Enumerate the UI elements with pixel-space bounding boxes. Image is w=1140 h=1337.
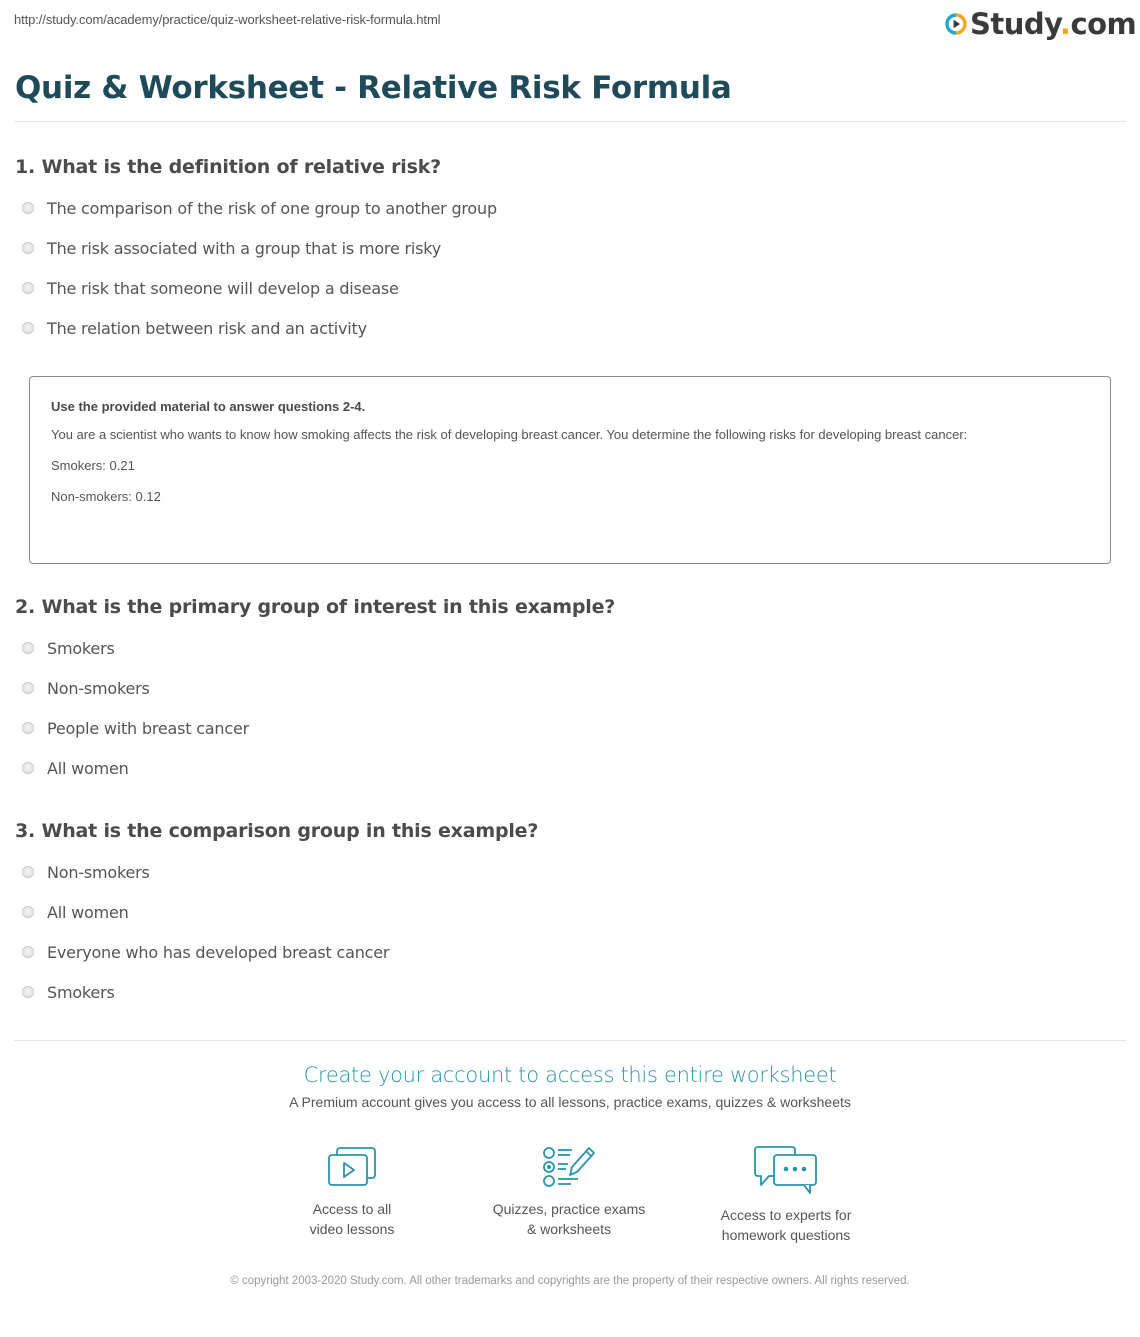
answer-option[interactable]: [22, 972, 389, 1012]
radio-button[interactable]: [22, 722, 34, 734]
answer-option[interactable]: [22, 932, 389, 972]
option-label: Smokers: [47, 982, 115, 1002]
radio-button[interactable]: [22, 642, 34, 654]
page-title: Quiz & Worksheet - Relative Risk Formula: [15, 70, 732, 106]
cta-divider: [14, 1040, 1126, 1041]
answer-option[interactable]: [22, 708, 249, 748]
radio-button[interactable]: [22, 946, 34, 958]
question-1-options: [22, 188, 497, 348]
radio-button[interactable]: [22, 866, 34, 878]
option-label: All women: [47, 758, 129, 778]
radio-button[interactable]: [22, 986, 34, 998]
feature-experts: [676, 1145, 896, 1245]
radio-button[interactable]: [22, 242, 34, 254]
study-logo[interactable]: [945, 8, 1136, 40]
answer-option[interactable]: [22, 308, 497, 348]
option-label: The risk associated with a group that is more risky: [47, 238, 442, 258]
answer-option[interactable]: [22, 228, 497, 268]
answer-option[interactable]: [22, 188, 497, 228]
option-label: The relation between risk and an activity: [47, 318, 367, 338]
chat-experts-icon: [754, 1145, 818, 1195]
page-url: http://study.com/academy/practice/quiz-worksheet-relative-risk-formula.html: [14, 12, 441, 27]
quiz-checklist-icon: [541, 1145, 597, 1189]
question-2: 2. What is the primary group of interest in this example?: [15, 596, 616, 618]
answer-option[interactable]: [22, 268, 497, 308]
study-play-logo-icon: [945, 13, 967, 35]
option-label: The risk that someone will develop a disease: [47, 278, 399, 298]
material-scenario: You are a scientist who wants to know how smoking affects the risk of developing breast cancer. You determine the following risks for developing breast cancer:: [51, 427, 968, 442]
question-2-options: [22, 628, 249, 788]
feature-quizzes: [459, 1145, 679, 1239]
cta-subtitle: A Premium account gives you access to all lessons, practice exams, quizzes & worksheets: [289, 1094, 851, 1110]
radio-button[interactable]: [22, 682, 34, 694]
radio-button[interactable]: [22, 906, 34, 918]
material-smokers-risk: Smokers: 0.21: [51, 458, 135, 473]
copyright-notice: © copyright 2003-2020 Study.com. All other trademarks and copyrights are the property of their respective owners. All rights reserved.: [230, 1275, 910, 1287]
feature-label: video lessons: [309, 1221, 395, 1237]
answer-option[interactable]: [22, 668, 249, 708]
video-lessons-icon: [326, 1145, 378, 1189]
question-1: 1. What is the definition of relative risk?: [15, 156, 441, 178]
feature-label: Access to all: [312, 1201, 392, 1217]
feature-label: Access to experts for: [720, 1207, 852, 1223]
question-3: 3. What is the comparison group in this example?: [15, 820, 539, 842]
material-heading: Use the provided material to answer questions 2-4.: [51, 399, 366, 414]
feature-label: & worksheets: [526, 1221, 612, 1237]
option-label: People with breast cancer: [47, 718, 249, 738]
feature-label: homework questions: [721, 1227, 851, 1243]
answer-option[interactable]: [22, 628, 249, 668]
option-label: Non-smokers: [47, 678, 150, 698]
radio-button[interactable]: [22, 322, 34, 334]
feature-video-lessons: [242, 1145, 462, 1239]
feature-label: Quizzes, practice exams: [492, 1201, 646, 1217]
option-label: The comparison of the risk of one group to another group: [47, 198, 497, 218]
answer-option[interactable]: [22, 748, 249, 788]
provided-material-box: [29, 376, 1111, 564]
question-3-options: [22, 852, 389, 1012]
answer-option[interactable]: [22, 852, 389, 892]
title-divider: [14, 121, 1126, 122]
create-account-link[interactable]: Create your account to access this entire worksheet: [303, 1063, 837, 1087]
option-label: Smokers: [47, 638, 115, 658]
answer-option[interactable]: [22, 892, 389, 932]
option-label: All women: [47, 902, 129, 922]
option-label: Everyone who has developed breast cancer: [47, 942, 390, 962]
radio-button[interactable]: [22, 202, 34, 214]
radio-button[interactable]: [22, 762, 34, 774]
option-label: Non-smokers: [47, 862, 150, 882]
radio-button[interactable]: [22, 282, 34, 294]
logo-wordmark: Study.com: [970, 7, 1137, 41]
material-nonsmokers-risk: Non-smokers: 0.12: [51, 489, 161, 504]
